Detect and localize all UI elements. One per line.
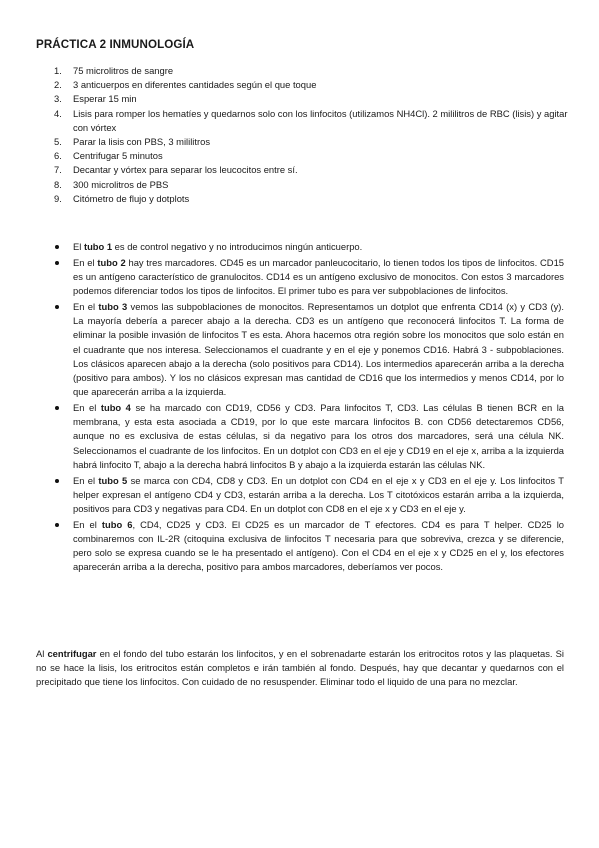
step-number: 4. [54,107,62,119]
tube-note-item [36,474,564,517]
note-text-pre: El [73,241,84,252]
procedure-step [36,78,576,92]
step-text: 75 microlitros de sangre [73,65,174,76]
note-text-post: se marca con CD4, CD8 y CD3. En un dotplot con CD4 en el eje x y CD3 en el eje y. Los linfocitos T helper expresan el antígeno CD4 y CD3, estarán arriba a la derecha. Los T citotóxicos estarán arriba a la izquierda, positivos para CD3 y negativas para CD4. En un dotplot con CD8 en el eje x y CD3 en el eje y. [73,474,564,515]
note-text-pre: En el [73,474,99,486]
bullet-icon [55,479,59,483]
note-text-post: hay tres marcadores. CD45 es un marcador panleucocitario, lo tienen todos los tipos de linfocitos. CD15 es un antígeno característico de granulocitos. CD14 es un antígeno exclusivo de monocitos. Con estos 3 marcadores podemos diferenciar todos los tipos de linfocitos. El primer tubo es para ver subpoblaciones de linfocitos. [73,256,564,297]
note-text-pre: En el [73,256,98,268]
step-number: 9. [54,192,62,204]
note-text-post: vemos las subpoblaciones de monocitos. Representamos un dotplot que enfrenta CD14 (x) y CD3 (y). La mayoría debería a parecer abajo a la derecha. CD3 es un antígeno que reconocerá linfocitos T. La forma de eliminar la posible invasión de linfocitos T es esta. Ahora hacemos otra región sobre los monocitos que solo están en el cuadrante que nos interesa. Seleccionamos el cuadrante y en el eje y ponemos CD16. Habrá 3 - subpoblaciones. Los clásicos aparecen abajo a la derecha (solo positivos para CD14). Los intermedios aparecerán arriba a la derecha (positivo para ambos). Y los no clásicos expresan mas cantidad de CD16 que los intermedios y menos CD14, por lo que aparecerán arriba a la izquierda. [73,301,564,398]
procedure-step [36,107,576,135]
bullet-icon [55,523,59,527]
note-text-bold: tubo 3 [98,301,128,312]
bullet-icon [55,245,59,249]
bullet-icon [55,305,59,309]
step-text: 300 microlitros de PBS [73,178,169,190]
procedure-step [36,192,576,206]
step-text: Centrifugar 5 minutos [73,150,163,162]
step-text: Citómetro de flujo y dotplots [73,192,190,204]
step-number: 6. [54,150,62,162]
procedure-step [36,149,576,163]
note-text-bold: tubo 2 [97,256,126,268]
tube-note-item [36,401,564,472]
step-text: Esperar 15 min [73,93,137,105]
bullet-icon [55,406,59,410]
closing-text-post: en el fondo del tubo estarán los linfocitos, y en el sobrenadarte estarán los eritrocitos rotos y las plaquetas. Si no se hace la lisis, los eritrocitos están completos e irán también al fondo. Después, hay que decantar y quedarnos con el precipitado que tiene los linfocitos. Con cuidado de no resuspender. Eliminar todo el liquido de una para no mezclar. [36,648,564,688]
step-number: 8. [54,178,62,190]
step-number: 3. [54,93,62,105]
procedure-step [36,178,576,192]
step-text: Lisis para romper los hematíes y quedarnos solo con los linfocitos (utilizamos NH4Cl). 2 mililitros de RBC (lisis) y agitar con vórtex [73,107,568,133]
note-text-bold: tubo 4 [100,402,131,414]
procedure-step [36,92,576,106]
note-text-bold: tubo 1 [83,241,113,252]
step-number: 1. [54,65,62,76]
note-text-pre: En el [73,301,99,312]
closing-text-bold: centrifugar [47,648,97,659]
step-number: 5. [54,136,62,148]
procedure-step [36,135,576,149]
step-text: Decantar y vórtex para separar los leucocitos entre sí. [73,164,298,176]
note-text-post: se ha marcado con CD19, CD56 y CD3. Para linfocitos T, CD3. Las células B tienen BCR en la membrana, y esta esta asociada a CD19, por lo que este marcara linfocitos B. con CD56 detectaremos CD56, aunque no es exclusiva de estas células, si da negativo para los otros dos marcadores, será una célula NK. Seleccionamos el cuadrante de los linfocitos. En un dotplot con CD3 en el eje y CD19 en el eje x, arriba a la izquierda habrá linfocito T, abajo a la derecha habrá linfocitos B y abajo a la izquierda estarán las células NK. [73,402,564,470]
procedure-step [36,163,576,177]
note-text-bold: tubo 5 [98,474,128,486]
closing-paragraph [36,647,564,690]
note-text-pre: En el [73,402,101,414]
closing-text-pre: Al [36,648,48,659]
tube-note-item [36,300,564,399]
step-text: Parar la lisis con PBS, 3 mililitros [73,136,211,148]
step-text: 3 anticuerpos en diferentes cantidades según el que toque [73,79,317,91]
procedure-step [36,64,576,78]
tube-note-item [36,240,564,254]
note-text-bold: tubo 6 [101,518,133,530]
step-number: 7. [54,164,62,176]
tube-notes-list [36,240,564,576]
tube-note-item [36,256,564,299]
note-text-post: es de control negativo y no introducimos ningún anticuerpo. [112,241,363,252]
tube-note-item [36,518,564,575]
bullet-icon [55,261,59,265]
procedure-steps-list [36,64,576,206]
note-text-pre: En el [73,518,102,530]
note-text-post: , CD4, CD25 y CD3. El CD25 es un marcador de T efectores. CD4 es para T helper. CD25 lo combinaremos con IL-2R (citoquina exclusiva de linfocitos T necesaria para que sobreviva, crezca y se diferencie, pero solo se expresa cuando se le ha presentado el antígeno). Con el CD4 en el eje x y CD25 en el y, los efectores aparecerán arriba a la derecha, positivo para ambos marcadores, deberíamos ver pocos. [73,518,564,573]
step-number: 2. [54,79,62,91]
page-title: PRÁCTICA 2 INMUNOLOGÍA [36,38,195,51]
